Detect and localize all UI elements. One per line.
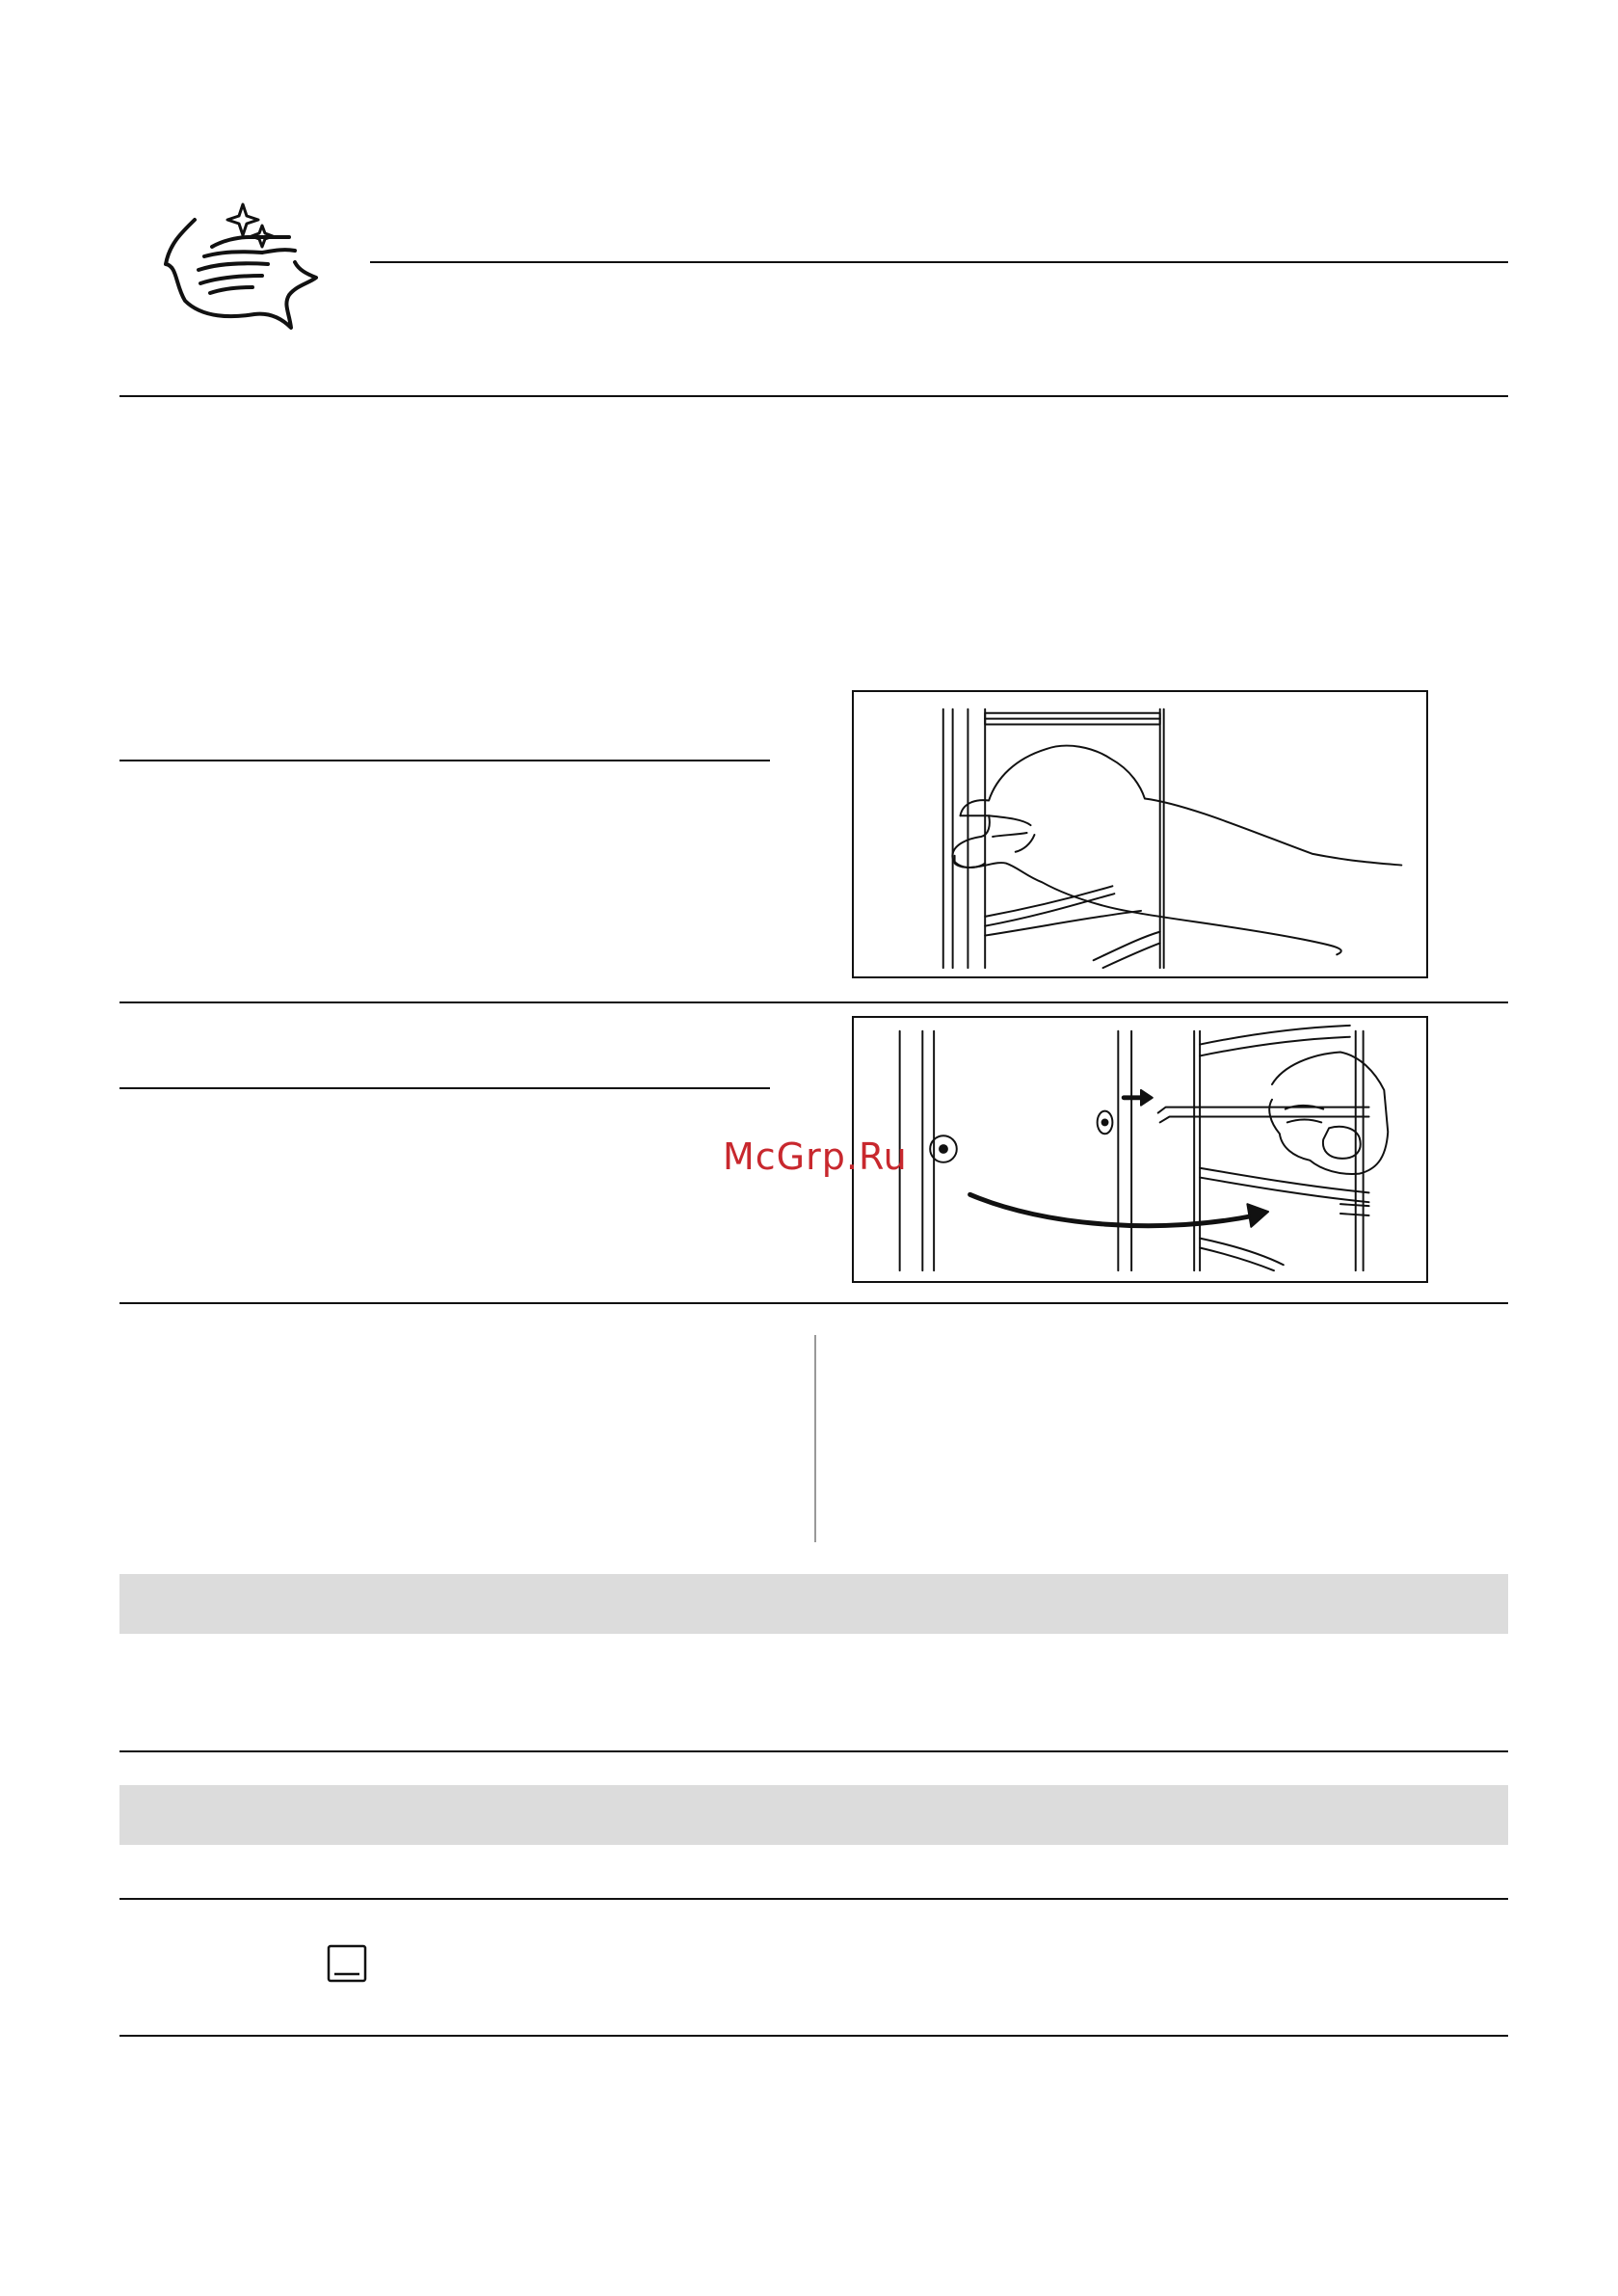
- watermark: McGrp.Ru: [723, 1135, 908, 1178]
- section-rule: [119, 1001, 1508, 1003]
- section-rule: [119, 395, 1508, 397]
- cleaning-hand-icon: [154, 193, 328, 337]
- header-rule: [370, 261, 1508, 263]
- oven-function-icon: [327, 1944, 367, 1983]
- figure-shelf-install: [852, 1016, 1428, 1283]
- left-column-rule: [119, 760, 770, 761]
- left-column-rule: [119, 1087, 770, 1089]
- grey-band: [119, 1574, 1508, 1634]
- section-rule: [119, 1750, 1508, 1752]
- column-divider: [814, 1335, 816, 1542]
- section-rule: [119, 1898, 1508, 1900]
- section-rule: [119, 1302, 1508, 1304]
- figure-shelf-removal: [852, 690, 1428, 978]
- grey-band: [119, 1785, 1508, 1845]
- section-rule: [119, 2035, 1508, 2037]
